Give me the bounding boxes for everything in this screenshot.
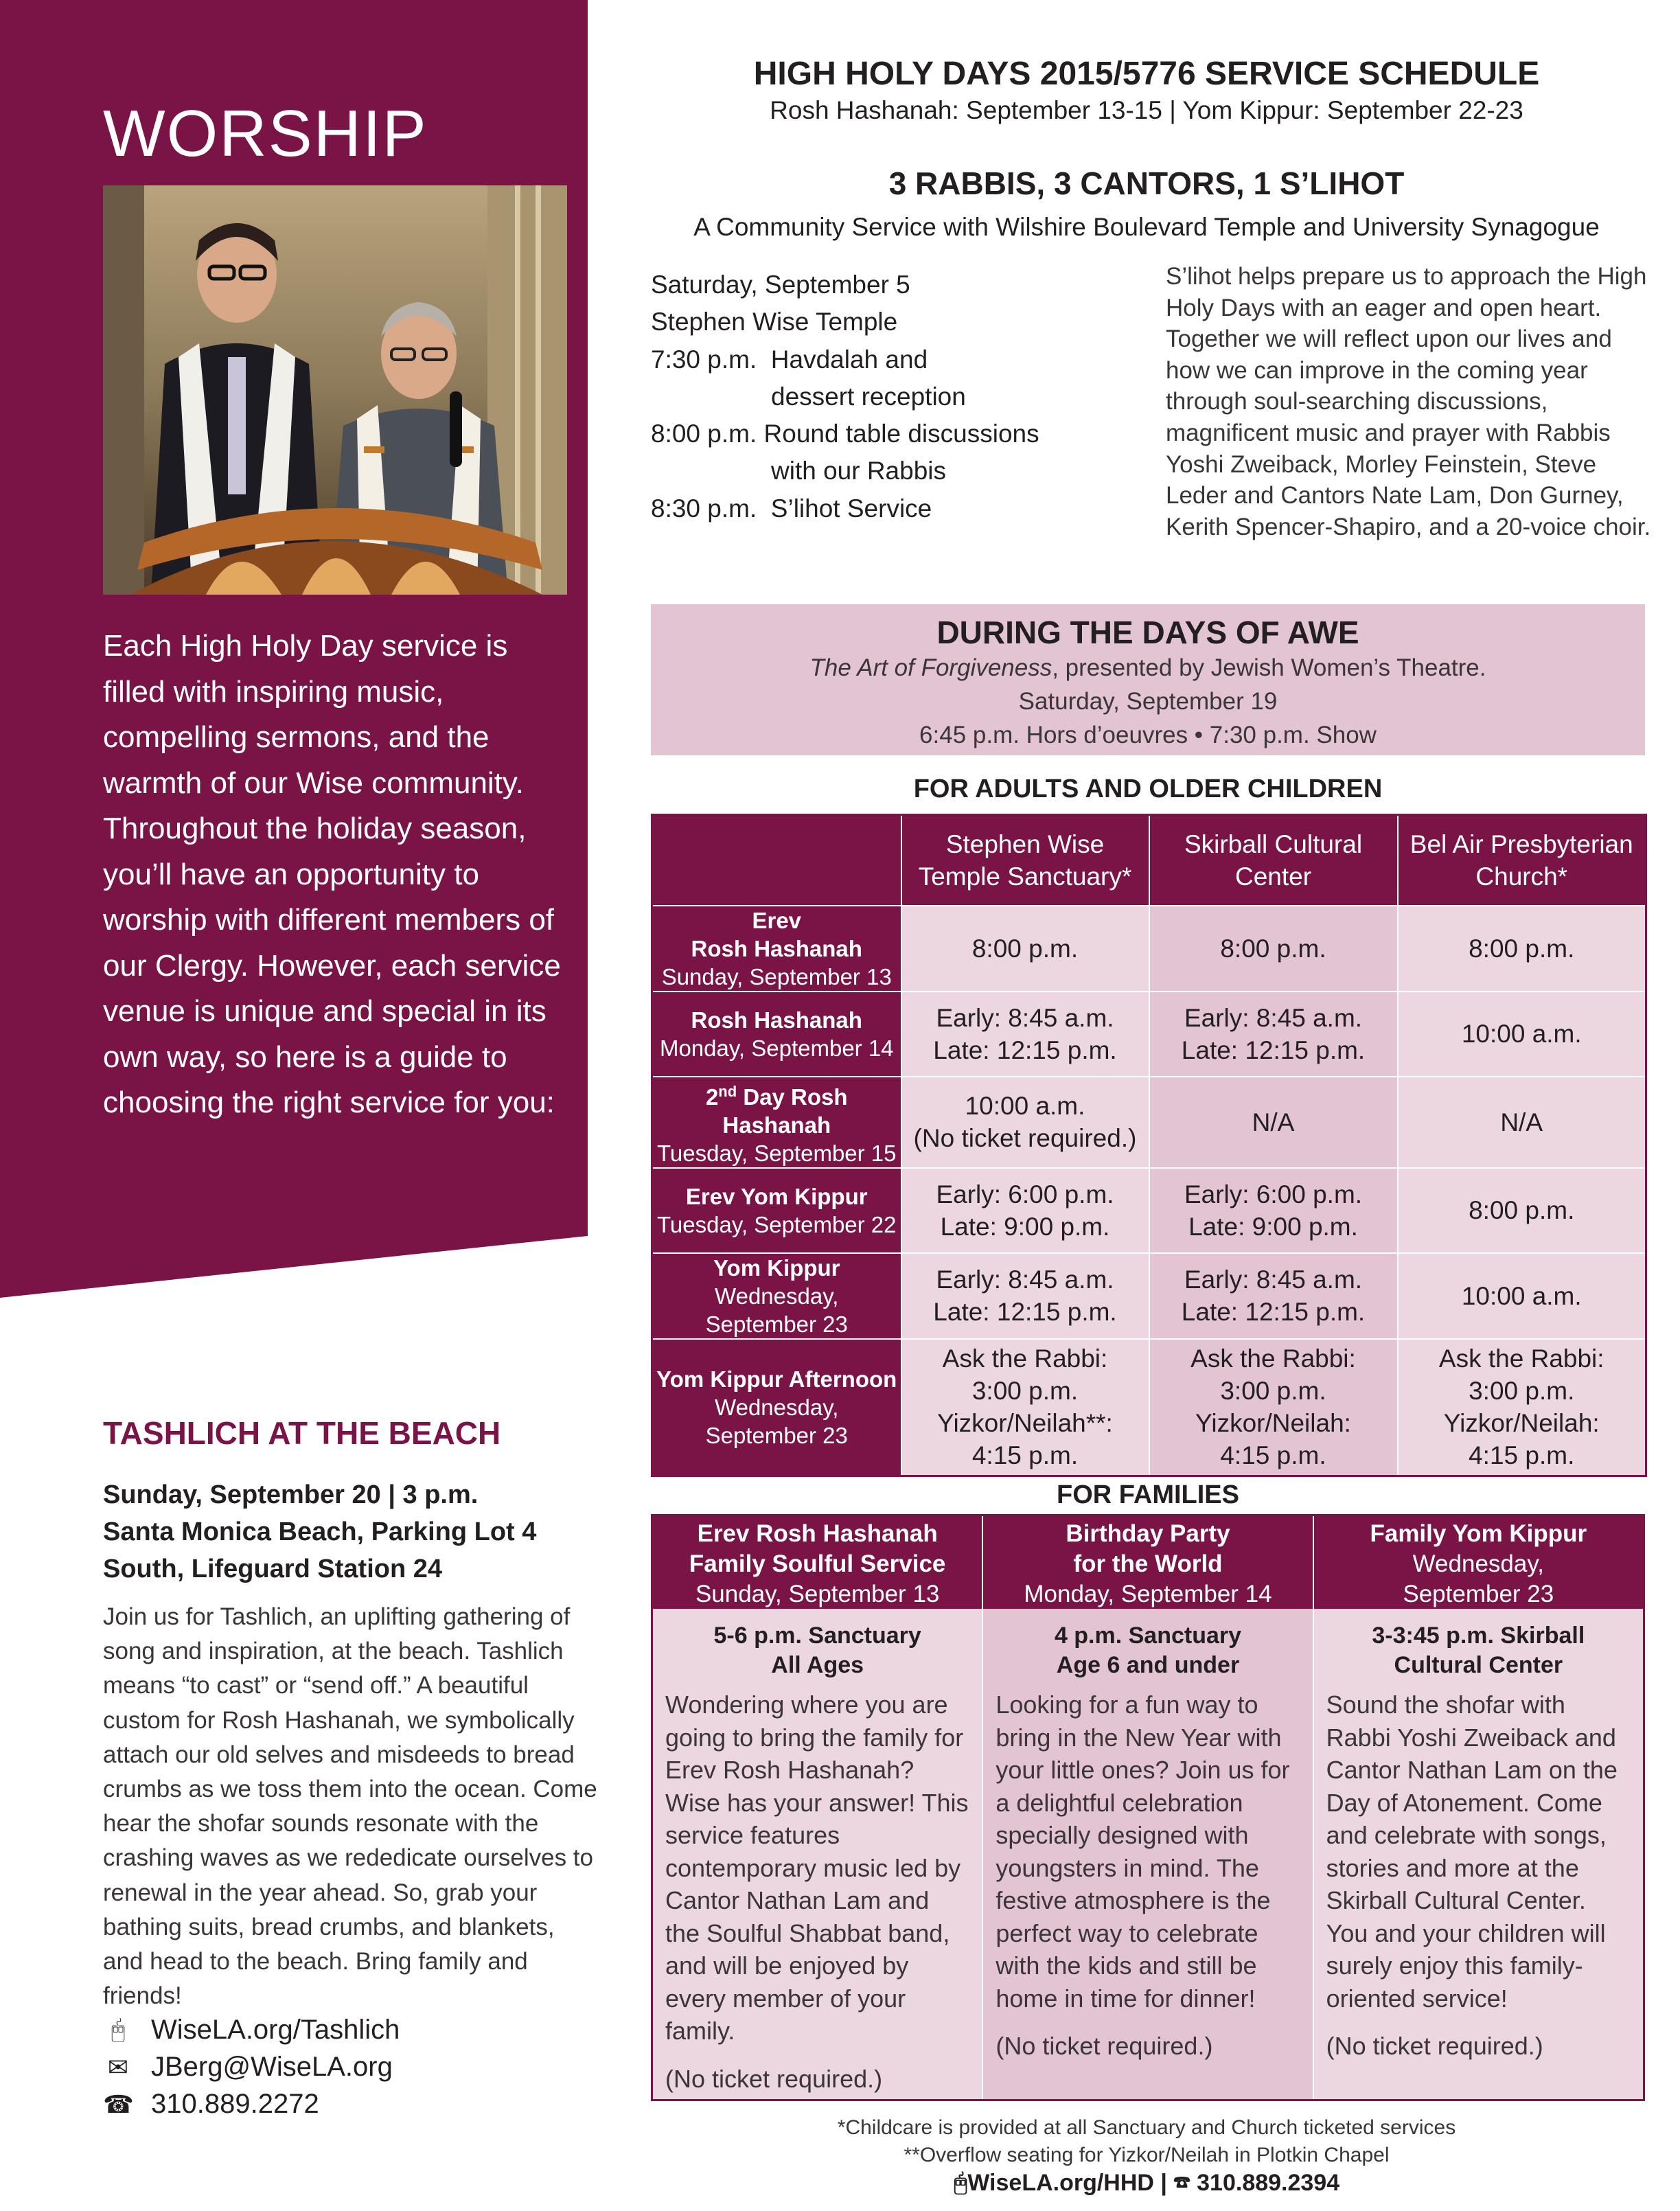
family-service-header: Birthday Party for the World Monday, September 14 [983,1516,1312,1609]
tashlich-phone-contact[interactable] [103,2089,319,2120]
slihot-item-discussions: 8:00 p.m. Round table discussions [651,420,1039,448]
family-service-when: 3-3:45 p.m. Skirball Cultural Center [1372,1623,1585,1678]
table-cell: Early: 8:45 a.m. Late: 12:15 p.m. [1149,992,1398,1077]
slihot-subtitle: A Community Service with Wilshire Boulevard Temple and University Synagogue [693,213,1600,241]
family-service-description: Wondering where you are going to bring the family for Erev Rosh Hashanah? Wise has your answer! This service features contemporary music led by Cantor Nathan Lam and the Soulful Shabbat band, and will be enjoyed by every member of your family. [665,1691,969,2045]
table-cell: N/A [1149,1077,1398,1168]
table-row [652,1168,1646,1253]
table-cell: Early: 8:45 a.m. Late: 12:15 p.m. [901,992,1149,1077]
row-header: Rosh Hashanah Monday, September 14 [652,992,901,1077]
row-header: 2nd Day Rosh Hashanah Tuesday, September 15 [652,1077,901,1168]
table-corner [652,815,901,906]
table-row [652,906,1646,992]
phone-icon: ☎ [1173,2170,1197,2196]
tashlich-date: Sunday, September 20 | 3 p.m. [103,1480,479,1509]
families-table [651,1514,1645,2101]
family-service-note: (No ticket required.) [665,2064,883,2093]
days-of-awe-date: Saturday, September 19 [1018,688,1278,715]
tashlich-web-contact[interactable] [103,2015,400,2046]
childcare-footnote: *Childcare is provided at all Sanctuary and Church ticketed services [837,2116,1456,2139]
worship-intro: Each High Holy Day service is filled with inspiring music, compelling sermons, and the warmth of our Wise community. Throughout the holiday season, you’ll have an opportunity to worship with different members of our Clergy. However, each service venue is unique and special in its own way, so here is a guide to choosing the right service for you: [103,629,561,1119]
table-cell: Early: 8:45 a.m. Late: 12:15 p.m. [1149,1253,1398,1339]
tashlich-location-2: South, Lifeguard Station 24 [103,1555,443,1583]
tashlich-description: Join us for Tashlich, an uplifting gathering of song and inspiration, at the beach. Tashlich means “to cast” or “send off.” A beautiful custom for Rosh Hashanah, we symbolically attach our old selves and misdeeds to bread crumbs as we toss them into the ocean. Come hear the shofar sounds resonate with the crashing waves as we rededicate ourselves to renewal in the year ahead. So, grab your bathing suits, bread crumbs, and blankets, and head to the beach. Bring family and friends! [103,1603,597,2010]
slihot-item-service: 8:30 p.m. S’lihot Service [651,494,932,523]
slihot-description: S’lihot helps prepare us to approach the High Holy Days with an eager and open heart. Together we will reflect upon our lives and how we can improve in the coming year through soul-searching discussions, magnificent music and prayer with Rabbis Yoshi Zweiback, Morley Feinstein, Steve Leder and Cantors Nate Lam, Don Gurney, Kerith Spencer-Shapiro, and a 20-voice choir. [1166,263,1651,540]
family-service-header: Erev Rosh Hashanah Family Soulful Service Sunday, September 13 [653,1516,982,1609]
table-cell: 10:00 a.m. [1398,1253,1646,1339]
tashlich-location: Santa Monica Beach, Parking Lot 4 [103,1517,537,1546]
mouse-icon: 🖰 [953,2170,968,2196]
table-cell: Early: 6:00 p.m. Late: 9:00 p.m. [1149,1168,1398,1253]
tashlich-phone-number[interactable]: 310.889.2272 [151,2089,319,2119]
slihot-item-discussions-cont: with our Rabbis [771,457,947,485]
slihot-date: Saturday, September 5 [651,271,910,299]
schedule-subtitle: Rosh Hashanah: September 13-15 | Yom Kippur: September 22-23 [770,96,1523,124]
table-cell: 10:00 a.m. (No ticket required.) [901,1077,1149,1168]
family-service-header: Family Yom Kippur Wednesday, September 23 [1314,1516,1643,1609]
table-row [652,1253,1646,1339]
table-cell: 8:00 p.m. [1398,906,1646,992]
table-cell: 8:00 p.m. [1398,1168,1646,1253]
tashlich-web-link[interactable]: WiseLA.org/Tashlich [151,2015,400,2045]
family-service-column [983,1516,1313,2099]
slihot-place: Stephen Wise Temple [651,308,898,336]
days-of-awe-box [651,604,1645,755]
worship-title: WORSHIP [103,97,428,170]
footer-separator: | [1153,2170,1174,2196]
tashlich-email-link[interactable]: JBerg@WiseLA.org [151,2052,393,2082]
days-of-awe-line1 [651,651,1645,685]
table-cell: Ask the Rabbi: 3:00 p.m. Yizkor/Neilah**: 4:15 p.m. [901,1339,1149,1476]
table-cell: N/A [1398,1077,1646,1168]
family-service-column [653,1516,983,2099]
show-title: The Art of Forgiveness [809,654,1052,681]
schedule-title: HIGH HOLY DAYS 2015/5776 SERVICE SCHEDULE [753,56,1540,92]
days-of-awe-times: 6:45 p.m. Hors d’oeuvres • 7:30 p.m. Show [919,722,1377,748]
family-service-body [653,1609,982,2099]
adults-heading: FOR ADULTS AND OLDER CHILDREN [913,775,1383,803]
row-header: Erev Rosh Hashanah Sunday, September 13 [652,906,901,992]
row-header: Yom Kippur Afternoon Wednesday, September 23 [652,1339,901,1476]
family-service-body [983,1609,1312,2099]
rabbis-photo [103,185,567,595]
family-service-when: 4 p.m. Sanctuary Age 6 and under [1054,1623,1242,1678]
table-cell: Early: 8:45 a.m. Late: 12:15 p.m. [901,1253,1149,1339]
phone-icon: ☎ [103,2089,134,2118]
adults-schedule-table [651,814,1647,1477]
footer-phone[interactable]: 310.889.2394 [1197,2170,1340,2196]
overflow-footnote: **Overflow seating for Yizkor/Neilah in Plotkin Chapel [904,2144,1390,2166]
slihot-item-havdalah: 7:30 p.m. Havdalah and [651,345,928,374]
worship-banner [0,0,590,1305]
row-header: Erev Yom Kippur Tuesday, September 22 [652,1168,901,1253]
mouse-icon: 🖰 [111,2015,126,2043]
slihot-item-havdalah-cont: dessert reception [771,382,966,411]
table-row [652,1077,1646,1168]
table-cell: Ask the Rabbi: 3:00 p.m. Yizkor/Neilah: 4:15 p.m. [1398,1339,1646,1476]
family-service-note: (No ticket required.) [996,2032,1213,2060]
table-cell: 8:00 p.m. [1149,906,1398,992]
tashlich-details [103,1476,597,1588]
family-service-description: Sound the shofar with Rabbi Yoshi Zweiback and Cantor Nathan Lam on the Day of Atonement. Come and celebrate with songs, stories and more at the Skirball Cultural Center. You and your children will surely enjoy this family-oriented service! [1326,1691,1618,2013]
row-header: Yom Kippur Wednesday, September 23 [652,1253,901,1339]
families-heading: FOR FAMILIES [1057,1480,1239,1509]
table-cell: Early: 6:00 p.m. Late: 9:00 p.m. [901,1168,1149,1253]
family-service-column [1314,1516,1643,2099]
table-cell: 10:00 a.m. [1398,992,1646,1077]
table-row [652,1339,1646,1476]
venue-header: Stephen Wise Temple Sanctuary* [901,815,1149,906]
footer-contact [645,2170,1648,2197]
table-header-row [652,815,1646,906]
family-service-note: (No ticket required.) [1326,2032,1543,2060]
envelope-icon: ✉ [107,2052,129,2081]
family-service-description: Looking for a fun way to bring in the New Year with your little ones? Join us for a delightful celebration specially designed with youngsters in mind. The festive atmosphere is the perfect way to celebrate with the kids and still be home in time for dinner! [996,1691,1290,2013]
tashlich-email-contact[interactable] [103,2052,393,2083]
show-presenter: , presented by Jewish Women’s Theatre. [1052,654,1486,681]
family-service-when: 5-6 p.m. Sanctuary All Ages [713,1623,921,1678]
table-cell: Ask the Rabbi: 3:00 p.m. Yizkor/Neilah: 4:15 p.m. [1149,1339,1398,1476]
tashlich-title: TASHLICH AT THE BEACH [103,1415,501,1451]
table-cell: 8:00 p.m. [901,906,1149,992]
family-service-body [1314,1609,1643,2099]
days-of-awe-title: DURING THE DAYS OF AWE [936,615,1359,650]
slihot-schedule [651,266,1145,527]
table-row [652,992,1646,1077]
slihot-title: 3 RABBIS, 3 CANTORS, 1 S’LIHOT [888,165,1405,201]
venue-header: Bel Air Presbyterian Church* [1398,815,1646,906]
venue-header: Skirball Cultural Center [1149,815,1398,906]
footer-web-link[interactable]: WiseLA.org/HHD [967,2170,1154,2196]
